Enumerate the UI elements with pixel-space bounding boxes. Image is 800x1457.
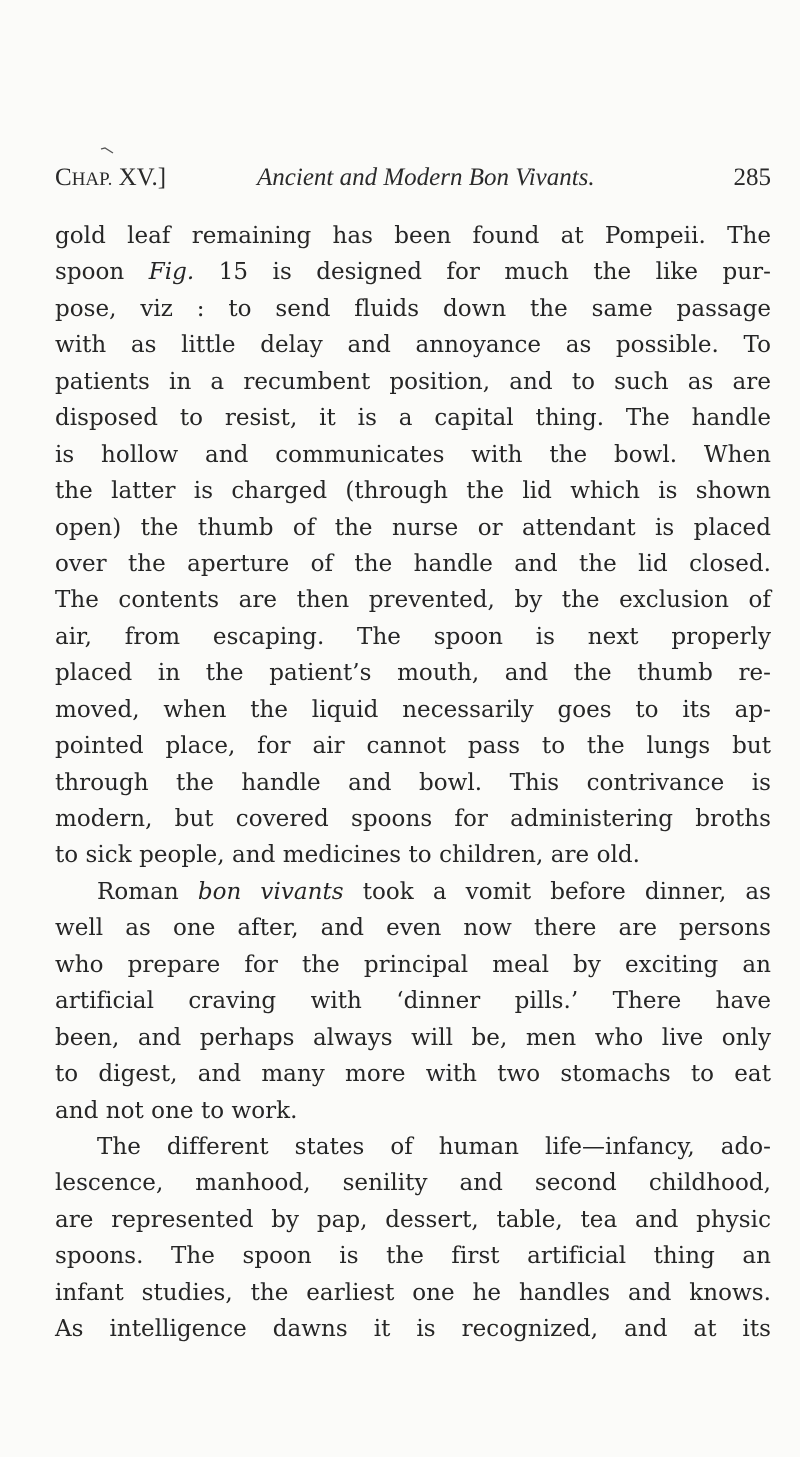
text-line: spoon Fig. 15 is designed for much the like pur-	[55, 259, 771, 286]
text-line: moved, when the liquid necessarily goes to its ap-	[55, 696, 771, 723]
text-line: been, and perhaps always will be, men who live only	[55, 1024, 771, 1051]
text-line: and not one to work.	[55, 1097, 298, 1124]
text-line: The contents are then prevented, by the exclusion of	[55, 587, 771, 614]
text-line: artificial craving with ‘dinner pills.’ There have	[55, 988, 771, 1015]
running-title: Ancient and Modern Bon Vivants.	[257, 164, 595, 191]
figure-reference: Fig.	[148, 259, 195, 286]
text-line: As intelligence dawns it is recognized, and at its	[55, 1316, 771, 1343]
text-line: infant studies, the earliest one he handles and knows.	[55, 1279, 771, 1306]
text-line: is hollow and communicates with the bowl. When	[55, 441, 771, 468]
page-number: 285	[733, 164, 771, 191]
text-line: gold leaf remaining has been found at Pompeii. The	[55, 223, 771, 249]
text-line: who prepare for the principal meal by exciting an	[55, 951, 771, 978]
paragraph-start-line: Roman bon vivants took a vomit before dinner, as	[97, 878, 771, 905]
text-line: with as little delay and annoyance as possible. To	[55, 332, 771, 359]
text-line: lescence, manhood, senility and second childhood,	[55, 1170, 771, 1197]
text-line: through the handle and bowl. This contrivance is	[55, 769, 771, 796]
printers-mark	[100, 147, 114, 154]
text-line: well as one after, and even now there are persons	[55, 915, 771, 942]
paragraph-start-line: The different states of human life—infancy, ado-	[97, 1133, 771, 1160]
text-line: to digest, and many more with two stomachs to eat	[55, 1061, 771, 1088]
body-text	[55, 218, 771, 1348]
text-line: pose, viz : to send fluids down the same passage	[55, 295, 771, 322]
text-line: the latter is charged (through the lid which is shown	[55, 478, 771, 505]
running-header	[55, 158, 771, 198]
text-line: over the aperture of the handle and the lid closed.	[55, 550, 771, 577]
text-line: patients in a recumbent position, and to such as are	[55, 368, 771, 395]
text-line: air, from escaping. The spoon is next properly	[55, 623, 771, 650]
text-line: modern, but covered spoons for administering broths	[55, 806, 771, 832]
text-line: are represented by pap, dessert, table, tea and physic	[55, 1206, 771, 1233]
text-line: pointed place, for air cannot pass to the lungs but	[55, 733, 771, 760]
text-line: placed in the patient’s mouth, and the thumb re-	[55, 660, 771, 687]
text-line: to sick people, and medicines to children, are old.	[55, 842, 641, 869]
italic-phrase: bon vivants	[197, 878, 344, 905]
text-line: disposed to resist, it is a capital thing. The handle	[55, 405, 771, 432]
text-line: open) the thumb of the nurse or attendant is placed	[55, 514, 771, 541]
chapter-label: CHAP. XV.]	[55, 164, 167, 191]
text-line: spoons. The spoon is the first artificial thing an	[55, 1243, 771, 1270]
